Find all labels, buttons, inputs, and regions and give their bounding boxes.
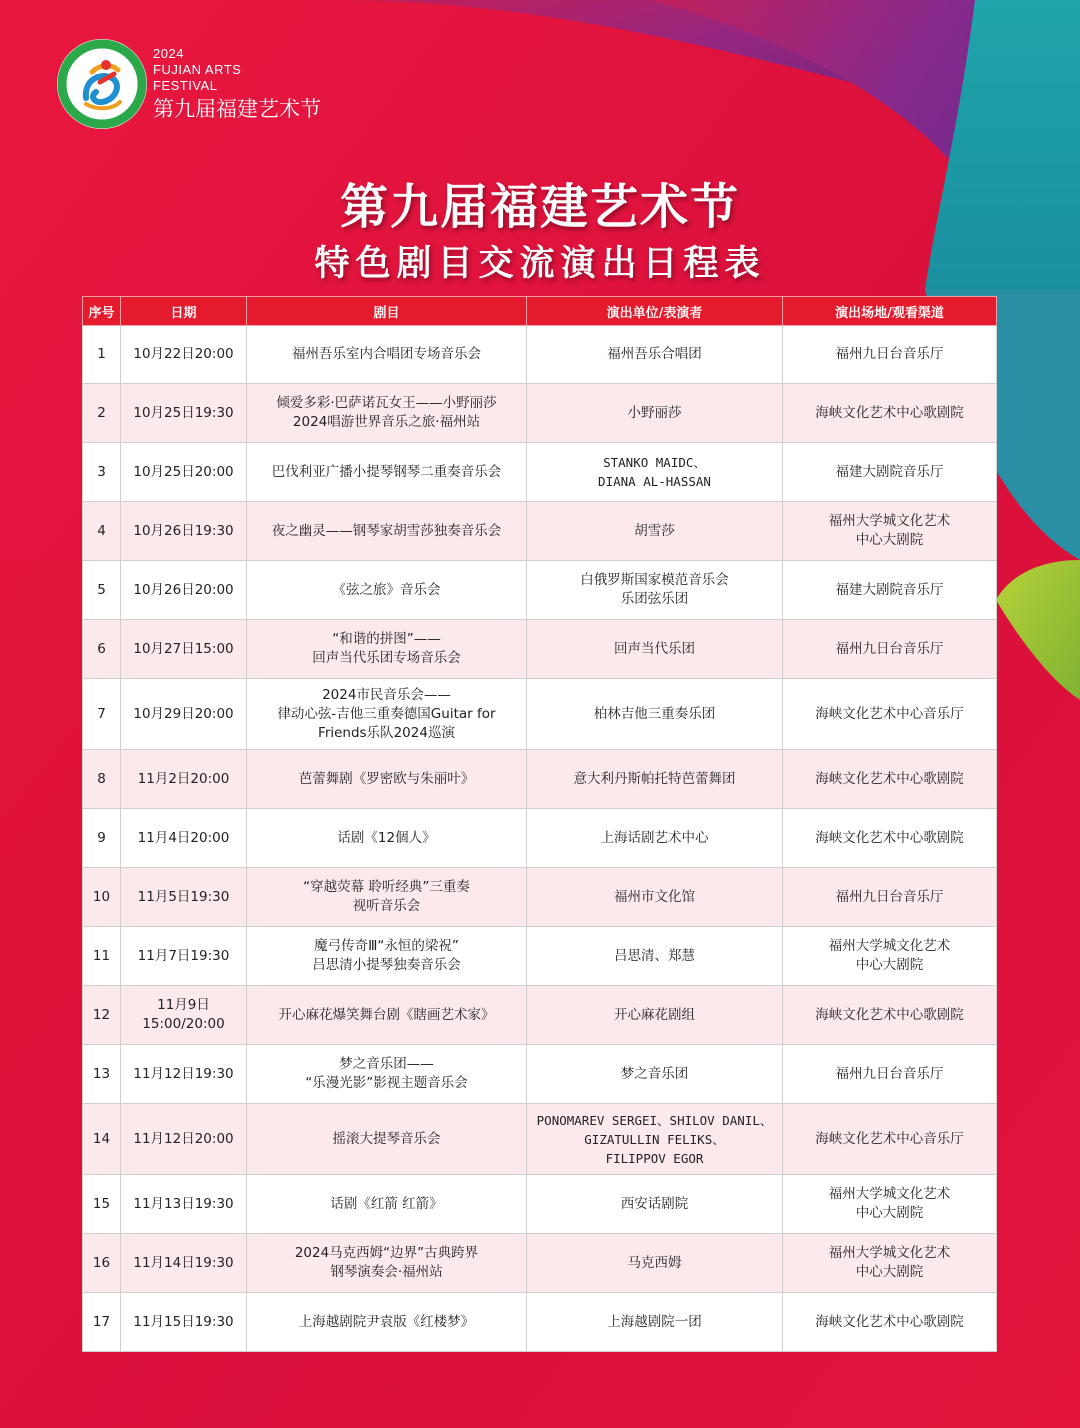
table-body xyxy=(83,326,997,1352)
table-row xyxy=(83,868,997,927)
cell-performer-line: 柏林吉他三重奏乐团 xyxy=(593,705,716,722)
cell-program-line: 律动心弦-吉他三重奏德国Guitar for xyxy=(277,705,496,722)
brand-block xyxy=(153,46,321,124)
cell-venue xyxy=(783,443,997,502)
cell-program-line: “和谐的拼图”—— xyxy=(332,631,441,647)
cell-venue xyxy=(783,986,997,1045)
cell-date xyxy=(121,502,247,561)
cell-no xyxy=(83,1293,121,1352)
table-row xyxy=(83,1234,997,1293)
cell-performer xyxy=(527,1293,783,1352)
cell-program xyxy=(247,443,527,502)
cell-no-line: 16 xyxy=(92,1254,111,1271)
cell-performer-line: 开心麻花剧组 xyxy=(614,1006,695,1023)
cell-no-line: 10 xyxy=(92,888,111,905)
cell-venue-line: 中心大剧院 xyxy=(855,1205,924,1221)
cell-no xyxy=(83,443,121,502)
cell-program-line: Friends乐队2024巡演 xyxy=(318,724,455,741)
table-row xyxy=(83,561,997,620)
cell-venue-line: 中心大剧院 xyxy=(855,1264,924,1280)
cell-venue-line: 福州大学城文化艺术 xyxy=(828,938,951,954)
cell-venue xyxy=(783,561,997,620)
table-row xyxy=(83,750,997,809)
cell-venue-line: 福州九日台音乐厅 xyxy=(835,1065,944,1082)
schedule-table xyxy=(82,296,997,1352)
cell-performer-line: 意大利丹斯帕托特芭蕾舞团 xyxy=(573,770,736,787)
table-row xyxy=(83,986,997,1045)
cell-no-line: 7 xyxy=(97,705,106,722)
cell-performer-line: 梦之音乐团 xyxy=(620,1065,689,1082)
table-row xyxy=(83,1293,997,1352)
table-row xyxy=(83,809,997,868)
cell-program-line: 视听音乐会 xyxy=(352,898,421,914)
cell-venue xyxy=(783,1293,997,1352)
cell-venue xyxy=(783,809,997,868)
page-title: 第九届福建艺术节 xyxy=(339,179,740,235)
cell-venue xyxy=(783,1234,997,1293)
cell-performer-line: 马克西姆 xyxy=(627,1254,682,1271)
cell-date xyxy=(121,750,247,809)
cell-program-line: 福州吾乐室内合唱团专场音乐会 xyxy=(292,346,481,362)
cell-no xyxy=(83,927,121,986)
cell-no xyxy=(83,326,121,384)
header-program: 剧目 xyxy=(247,297,527,326)
cell-date-line: 11月15日19:30 xyxy=(133,1313,234,1330)
cell-venue xyxy=(783,1104,997,1175)
cell-program xyxy=(247,986,527,1045)
cell-performer-line: 上海越剧院一团 xyxy=(607,1313,702,1330)
cell-date-line: 10月25日19:30 xyxy=(133,404,234,421)
cell-date-line: 10月26日20:00 xyxy=(133,581,234,598)
cell-venue-line: 海峡文化艺术中心歌剧院 xyxy=(815,1313,964,1330)
cell-no-line: 13 xyxy=(92,1065,111,1082)
cell-performer xyxy=(527,1045,783,1104)
cell-program-line: 话剧《12個人》 xyxy=(337,829,436,846)
brand-en-line2: FESTIVAL xyxy=(153,78,218,93)
cell-performer-line: 上海话剧艺术中心 xyxy=(600,829,709,846)
cell-performer xyxy=(527,326,783,384)
cell-venue xyxy=(783,927,997,986)
cell-date xyxy=(121,986,247,1045)
cell-performer xyxy=(527,443,783,502)
cell-no-line: 14 xyxy=(92,1130,111,1147)
page-subtitle: 特色剧目交流演出日程表 xyxy=(314,244,766,284)
table-row xyxy=(83,326,997,384)
cell-no xyxy=(83,384,121,443)
header-performer: 演出单位/表演者 xyxy=(527,297,783,326)
cell-performer xyxy=(527,750,783,809)
cell-venue-line: 福州九日台音乐厅 xyxy=(835,640,944,657)
cell-date-line: 11月4日20:00 xyxy=(137,829,230,846)
cell-date xyxy=(121,809,247,868)
cell-performer xyxy=(527,620,783,679)
cell-program-line: 吕思清小提琴独奏音乐会 xyxy=(312,957,461,973)
cell-venue-line: 福州九日台音乐厅 xyxy=(835,888,944,905)
cell-program-line: 钢琴演奏会·福州站 xyxy=(330,1264,443,1280)
cell-performer xyxy=(527,809,783,868)
cell-venue-line: 海峡文化艺术中心音乐厅 xyxy=(815,705,964,722)
cell-date-line: 11月2日20:00 xyxy=(137,770,230,787)
festival-logo xyxy=(56,38,148,130)
cell-performer xyxy=(527,679,783,750)
table-row xyxy=(83,927,997,986)
cell-no xyxy=(83,868,121,927)
cell-date-line: 11月5日19:30 xyxy=(137,888,230,905)
cell-date-line: 10月29日20:00 xyxy=(133,705,234,722)
cell-venue-line: 海峡文化艺术中心歌剧院 xyxy=(815,829,964,846)
cell-date xyxy=(121,1293,247,1352)
cell-no xyxy=(83,750,121,809)
cell-date-line: 11月13日19:30 xyxy=(133,1195,234,1212)
cell-date xyxy=(121,868,247,927)
cell-no xyxy=(83,502,121,561)
cell-program-line: 回声当代乐团专场音乐会 xyxy=(312,650,461,666)
cell-no-line: 2 xyxy=(97,404,106,421)
cell-performer-line: 回声当代乐团 xyxy=(614,640,695,657)
cell-program xyxy=(247,750,527,809)
cell-venue-line: 海峡文化艺术中心歌剧院 xyxy=(815,404,964,421)
cell-program xyxy=(247,868,527,927)
cell-performer-line: 胡雪莎 xyxy=(634,522,675,539)
table-row xyxy=(83,502,997,561)
cell-venue xyxy=(783,1045,997,1104)
cell-no xyxy=(83,561,121,620)
cell-venue xyxy=(783,384,997,443)
cell-program-line: 夜之幽灵——钢琴家胡雪莎独奏音乐会 xyxy=(271,522,502,539)
cell-venue-line: 海峡文化艺术中心歌剧院 xyxy=(815,770,964,787)
cell-program-line: 魔弓传奇Ⅲ“永恒的梁祝” xyxy=(314,938,459,954)
cell-performer xyxy=(527,561,783,620)
table-row xyxy=(83,679,997,750)
cell-performer-line: 福州市文化馆 xyxy=(614,888,695,905)
cell-program-line: 摇滚大提琴音乐会 xyxy=(332,1130,441,1147)
cell-venue-line: 中心大剧院 xyxy=(855,957,924,973)
cell-no xyxy=(83,986,121,1045)
cell-venue xyxy=(783,502,997,561)
cell-program xyxy=(247,502,527,561)
cell-no xyxy=(83,809,121,868)
cell-no-line: 9 xyxy=(97,829,106,846)
cell-date xyxy=(121,561,247,620)
cell-no-line: 17 xyxy=(92,1313,111,1330)
cell-no xyxy=(83,1234,121,1293)
cell-venue xyxy=(783,750,997,809)
cell-performer xyxy=(527,1104,783,1175)
cell-venue xyxy=(783,679,997,750)
cell-performer-line: 乐团弦乐团 xyxy=(620,591,689,607)
cell-date-line: 10月25日20:00 xyxy=(133,463,234,480)
cell-program xyxy=(247,326,527,384)
cell-venue-line: 海峡文化艺术中心音乐厅 xyxy=(815,1130,964,1147)
cell-program-line: 2024市民音乐会—— xyxy=(322,686,451,703)
cell-program xyxy=(247,1293,527,1352)
cell-date xyxy=(121,326,247,384)
cell-no xyxy=(83,1045,121,1104)
cell-venue xyxy=(783,868,997,927)
cell-performer-line: GIZATULLIN FELIKS、 xyxy=(584,1131,725,1147)
cell-no-line: 1 xyxy=(97,346,106,362)
cell-no xyxy=(83,1104,121,1175)
cell-date-line: 15:00/20:00 xyxy=(142,1016,225,1032)
table-row xyxy=(83,384,997,443)
cell-performer-line: 福州吾乐合唱团 xyxy=(607,346,702,362)
cell-no-line: 12 xyxy=(92,1006,111,1023)
cell-performer xyxy=(527,384,783,443)
header-venue: 演出场地/观看渠道 xyxy=(783,297,997,326)
cell-program-line: 2024唱游世界音乐之旅·福州站 xyxy=(292,414,481,430)
cell-performer xyxy=(527,868,783,927)
cell-date xyxy=(121,620,247,679)
cell-program-line: 梦之音乐团—— xyxy=(339,1056,434,1072)
cell-venue-line: 中心大剧院 xyxy=(855,532,924,548)
cell-program xyxy=(247,1175,527,1234)
cell-date xyxy=(121,927,247,986)
cell-no xyxy=(83,1175,121,1234)
cell-no xyxy=(83,620,121,679)
cell-no-line: 3 xyxy=(97,463,106,480)
cell-program-line: 《弦之旅》音乐会 xyxy=(332,581,441,598)
cell-date-line: 10月27日15:00 xyxy=(133,640,234,657)
table-row xyxy=(83,1045,997,1104)
cell-no-line: 6 xyxy=(97,640,106,657)
cell-date xyxy=(121,1175,247,1234)
cell-program xyxy=(247,384,527,443)
cell-no-line: 8 xyxy=(97,770,106,787)
cell-program-line: “乐漫光影”影视主题音乐会 xyxy=(305,1075,468,1091)
cell-program-line: 话剧《红箭 红箭》 xyxy=(330,1195,443,1212)
cell-date xyxy=(121,443,247,502)
cell-venue-line: 海峡文化艺术中心歌剧院 xyxy=(815,1006,964,1023)
cell-program xyxy=(247,1104,527,1175)
table-header-row xyxy=(83,297,997,326)
cell-venue xyxy=(783,1175,997,1234)
cell-performer-line: 西安话剧院 xyxy=(620,1195,689,1212)
header-date: 日期 xyxy=(121,297,247,326)
cell-venue-line: 福建大剧院音乐厅 xyxy=(835,463,944,480)
cell-program-line: 倾爱多彩·巴萨诺瓦女王——小野丽莎 xyxy=(276,395,497,411)
cell-date xyxy=(121,1045,247,1104)
cell-date xyxy=(121,679,247,750)
cell-no-line: 15 xyxy=(92,1195,111,1212)
cell-performer xyxy=(527,1175,783,1234)
cell-performer-line: 吕思清、郑慧 xyxy=(614,947,695,964)
cell-program-line: “穿越荧幕 聆听经典”三重奏 xyxy=(303,879,470,895)
cell-venue-line: 福州九日台音乐厅 xyxy=(835,346,944,362)
cell-program xyxy=(247,679,527,750)
cell-performer xyxy=(527,986,783,1045)
cell-date-line: 11月9日 xyxy=(157,997,210,1013)
cell-program-line: 开心麻花爆笑舞台剧《瞎画艺术家》 xyxy=(278,1006,495,1023)
cell-date xyxy=(121,384,247,443)
cell-venue-line: 福州大学城文化艺术 xyxy=(828,1186,951,1202)
cell-date xyxy=(121,1234,247,1293)
cell-performer-line: FILIPPOV EGOR xyxy=(605,1150,704,1166)
cell-date-line: 11月7日19:30 xyxy=(137,947,230,964)
table-row xyxy=(83,443,997,502)
cell-venue xyxy=(783,620,997,679)
cell-performer xyxy=(527,502,783,561)
table-row xyxy=(83,1104,997,1175)
table-row xyxy=(83,620,997,679)
cell-performer xyxy=(527,1234,783,1293)
cell-program xyxy=(247,1045,527,1104)
cell-program-line: 巴伐利亚广播小提琴钢琴二重奏音乐会 xyxy=(271,463,502,480)
cell-date-line: 10月26日19:30 xyxy=(133,522,234,539)
cell-program xyxy=(247,620,527,679)
cell-date-line: 11月12日19:30 xyxy=(133,1065,234,1082)
cell-venue xyxy=(783,326,997,384)
cell-performer xyxy=(527,927,783,986)
cell-program-line: 芭蕾舞剧《罗密欧与朱丽叶》 xyxy=(298,770,475,787)
cell-date xyxy=(121,1104,247,1175)
cell-date-line: 11月14日19:30 xyxy=(133,1254,234,1271)
brand-cn: 第九届福建艺术节 xyxy=(153,97,321,121)
cell-performer-line: 白俄罗斯国家模范音乐会 xyxy=(580,572,729,588)
cell-no-line: 5 xyxy=(97,581,106,598)
brand-en-line1: FUJIAN ARTS xyxy=(153,62,242,77)
table-row xyxy=(83,1175,997,1234)
cell-performer-line: PONOMAREV SERGEI、SHILOV DANIL、 xyxy=(536,1112,773,1128)
cell-venue-line: 福建大剧院音乐厅 xyxy=(835,581,944,598)
cell-venue-line: 福州大学城文化艺术 xyxy=(828,1245,951,1261)
cell-performer-line: 小野丽莎 xyxy=(627,404,682,421)
cell-performer-line: STANKO MAIDC、 xyxy=(603,455,706,470)
cell-no-line: 4 xyxy=(97,522,106,539)
cell-program-line: 上海越剧院尹袁版《红楼梦》 xyxy=(298,1313,475,1330)
cell-date-line: 11月12日20:00 xyxy=(133,1130,234,1147)
cell-program xyxy=(247,809,527,868)
cell-program xyxy=(247,1234,527,1293)
cell-no xyxy=(83,679,121,750)
cell-no-line: 11 xyxy=(92,947,111,964)
cell-performer-line: DIANA AL-HASSAN xyxy=(598,474,711,489)
brand-year: 2024 xyxy=(153,46,184,61)
header-no: 序号 xyxy=(83,297,121,326)
cell-program xyxy=(247,561,527,620)
cell-program-line: 2024马克西姆“边界”古典跨界 xyxy=(294,1245,479,1261)
cell-venue-line: 福州大学城文化艺术 xyxy=(828,513,951,529)
cell-program xyxy=(247,927,527,986)
cell-date-line: 10月22日20:00 xyxy=(133,346,234,362)
